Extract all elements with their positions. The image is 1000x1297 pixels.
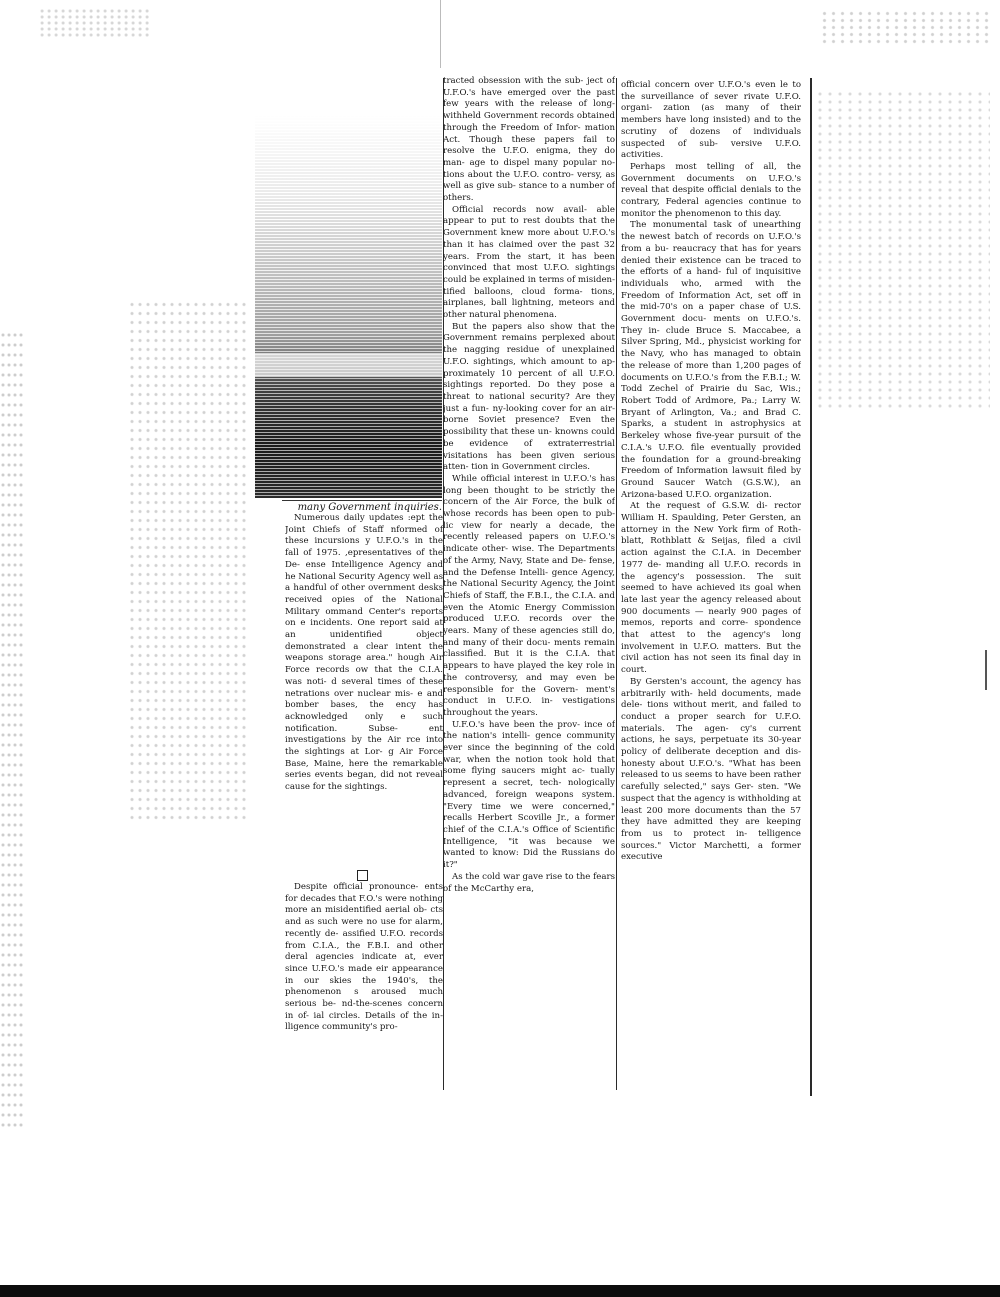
paragraph: While official interest in U.F.O.'s has long been thought to be strictly the concern of the Air Force, the bulk of whose records has been open to pub- lic view for nearly a decade, the recently released papers on U.F.O.'s indicate other- wise. The Departments of the Army, Navy, State and De- fense, and the Defense Intelli- gence Agency, the National Security Agency, the Joint Chiefs of Staff, the F.B.I., the C.I.A. and even the Atomic Energy Commission produced U.F.O. records over the years. Many of these agencies still do, and many of their docu- ments remain classified. But it is the C.I.A. that appears to have played the key role in the controversy, and may even be responsible for the Govern- ment's conduct in U.F.O. in- vestigations throughout the years. (443, 473, 615, 718)
fold-mark-right (985, 650, 987, 690)
scan-speckle-top-left (40, 8, 150, 38)
paragraph: As the cold war gave rise to the fears of the McCarthy era, (443, 871, 615, 894)
paragraph: By Gersten's account, the agency has arbitrarily with- held documents, made dele- tions without merit, and failed to conduct a proper search for U.F.O. materials. The agen- cy's current actions, he says, perpetuate its 30-year policy of deliberate deception and dis- honesty about U.F.O.'s. "What has been released to us seems to have been rather carefully selected," says Ger- sten. "We suspect that the agency is withholding at least 200 more documents than the 57 they have admitted they are keeping from us to protect in- telligence sources." Victor Marchetti, a former executive (621, 676, 801, 863)
paragraph: tracted obsession with the sub- ject of U.F.O.'s have emerged over the past few years with the release of long-withheld Government records obtained through the Freedom of Infor- mation Act. Though these papers fail to resolve the U.F.O. enigma, they do man- age to dispel many popular no- tions about the U.F.O. contro- versy, as well as give sub- stance to a number of others. (443, 76, 615, 204)
paragraph: Official records now avail- able appear to put to rest doubts that the Government knew more about U.F.O.'s than it has claimed over the past 32 years. From the start, it has been convinced that most U.F.O. sightings could be explained in terms of misiden- tified balloons, cloud forma- tions, airplanes, ball lightning, meteors and other natural phenomena. (443, 204, 615, 321)
scan-speckle-top-right (820, 10, 990, 45)
paragraph: Despite official pronounce- ents for decades that F.O.'s were nothing more an misidentified aerial ob- cts and as such were no use for alarm, recently de- assified U.F.O. records from C.I.A., the F.B.I. and other deral agencies indicate at, ever since U.F.O.'s made eir appearance in our skies the 1940's, the phenomenon s aroused much serious be- nd-the-scenes concern in of- ial circles. Details of the in- lligence community's pro- (285, 882, 443, 1033)
article-column-3 (621, 80, 801, 1090)
scan-speckle-right-edge (815, 90, 990, 410)
paragraph: At the request of G.S.W. di- rector William H. Spaulding, Peter Gersten, an attorney in the New York firm of Roth- blatt, Rothblatt & Seijas, filed a civil action against the C.I.A. in December 1977 de- manding all U.F.O. records in the agency's possession. The suit seemed to have achieved its goal when late last year the agency released about 900 documents — nearly 900 pages of memos, reports and corre- spondence that attest to the agency's long involvement in U.F.O. matters. But the civil action has not seen its final day in court. (621, 501, 801, 676)
paragraph: official concern over U.F.O.'s even le to the surveillance of sever rivate U.F.O. organi- zation (as many of their members have long insisted) and to the scrutiny of dozens of individuals suspected of sub- versive U.F.O. activities. (621, 80, 801, 161)
newspaper-photo (255, 68, 442, 498)
column-rule-right (810, 78, 812, 1096)
paragraph: Perhaps most telling of all, the Government documents on U.F.O.'s reveal that despite official denials to the contrary, Federal agencies continue to monitor the phenomenon to this day. (621, 161, 801, 219)
article-column-1 (285, 513, 443, 868)
scan-speckle-left-edge (128, 300, 248, 820)
paragraph: Numerous daily updates :ept the Joint Chiefs of Staff nformed of these incursions y U.F.O.'s in the fall of 1975. ,epresentatives of the De- ense Intelligence Agency and he National Security Agency well as a handful of other overnment desks received opies of the National Military ommand Center's reports on e incidents. One report said at an unidentified object demonstrated a clear intent the weapons storage area." hough Air Force records ow that the C.I.A. was noti- d several times of these netrations over nuclear mis- e and bomber bases, the ency has acknowledged only e such notification. Subse- ent investigations by the Air rce into the sightings at Lor- g Air Force Base, Maine, here the remarkable series events began, did not reveal cause for the sightings. (285, 513, 443, 793)
paragraph: U.F.O.'s have been the prov- ince of the nation's intelli- gence community ever since the beginning of the cold war, when the notion took hold that some flying saucers might ac- tually represent a secret, tech- nologically advanced, foreign weapons system. "Every time we were concerned," recalls Herbert Scoville Jr., a former chief of the C.I.A.'s Office of Scientific Intelligence, "it was because we wanted to know: Did the Russians do it?" (443, 719, 615, 871)
section-break-box (357, 870, 368, 881)
scan-bottom-border (0, 1285, 1000, 1297)
paragraph: The monumental task of unearthing the newest batch of records on U.F.O.'s from a bu- reaucracy that has for years denied their existence can be traced to the efforts of a hand- ful of inquisitive individuals who, armed with the Freedom of Information Act, set off in the mid-70's on a paper chase of U.S. Government docu- ments on U.F.O.'s. They in- clude Bruce S. Maccabee, a Silver Spring, Md., physicist working for the Navy, who has managed to obtain the release of more than 1,200 pages of documents on U.F.O.'s from the F.B.I.; W. Todd Zechel of Prairie du Sac, Wis.; Robert Todd of Ardmore, Pa.; Larry W. Bryant of Arlington, Va.; and Brad C. Sparks, a student in astrophysics at Berkeley whose five-year pursuit of the C.I.A.'s U.F.O. file eventually provided the foundation for a ground-breaking Freedom of Information lawsuit filed by Ground Saucer Watch (G.S.W.), an Arizona-based U.F.O. organization. (621, 220, 801, 500)
article-column-1-continued (285, 882, 443, 1077)
photo-caption: many Government inquiries. (282, 500, 442, 513)
paragraph: But the papers also show that the Government remains perplexed about the nagging residue of unexplained U.F.O. sightings, which amount to ap- proximately 10 percent of all U.F.O. sightings reported. Do they pose a threat to national security? Are they just a fun- ny-looking cover for an air- borne Soviet presence? Even the possibility that these un- knowns could be evidence of extraterrestrial visitations has been given serious atten- tion in Government circles. (443, 321, 615, 473)
fold-mark-top (440, 0, 441, 70)
article-column-2 (443, 76, 615, 1088)
column-rule-2 (616, 78, 617, 1090)
scan-speckle-far-left (0, 330, 25, 1130)
